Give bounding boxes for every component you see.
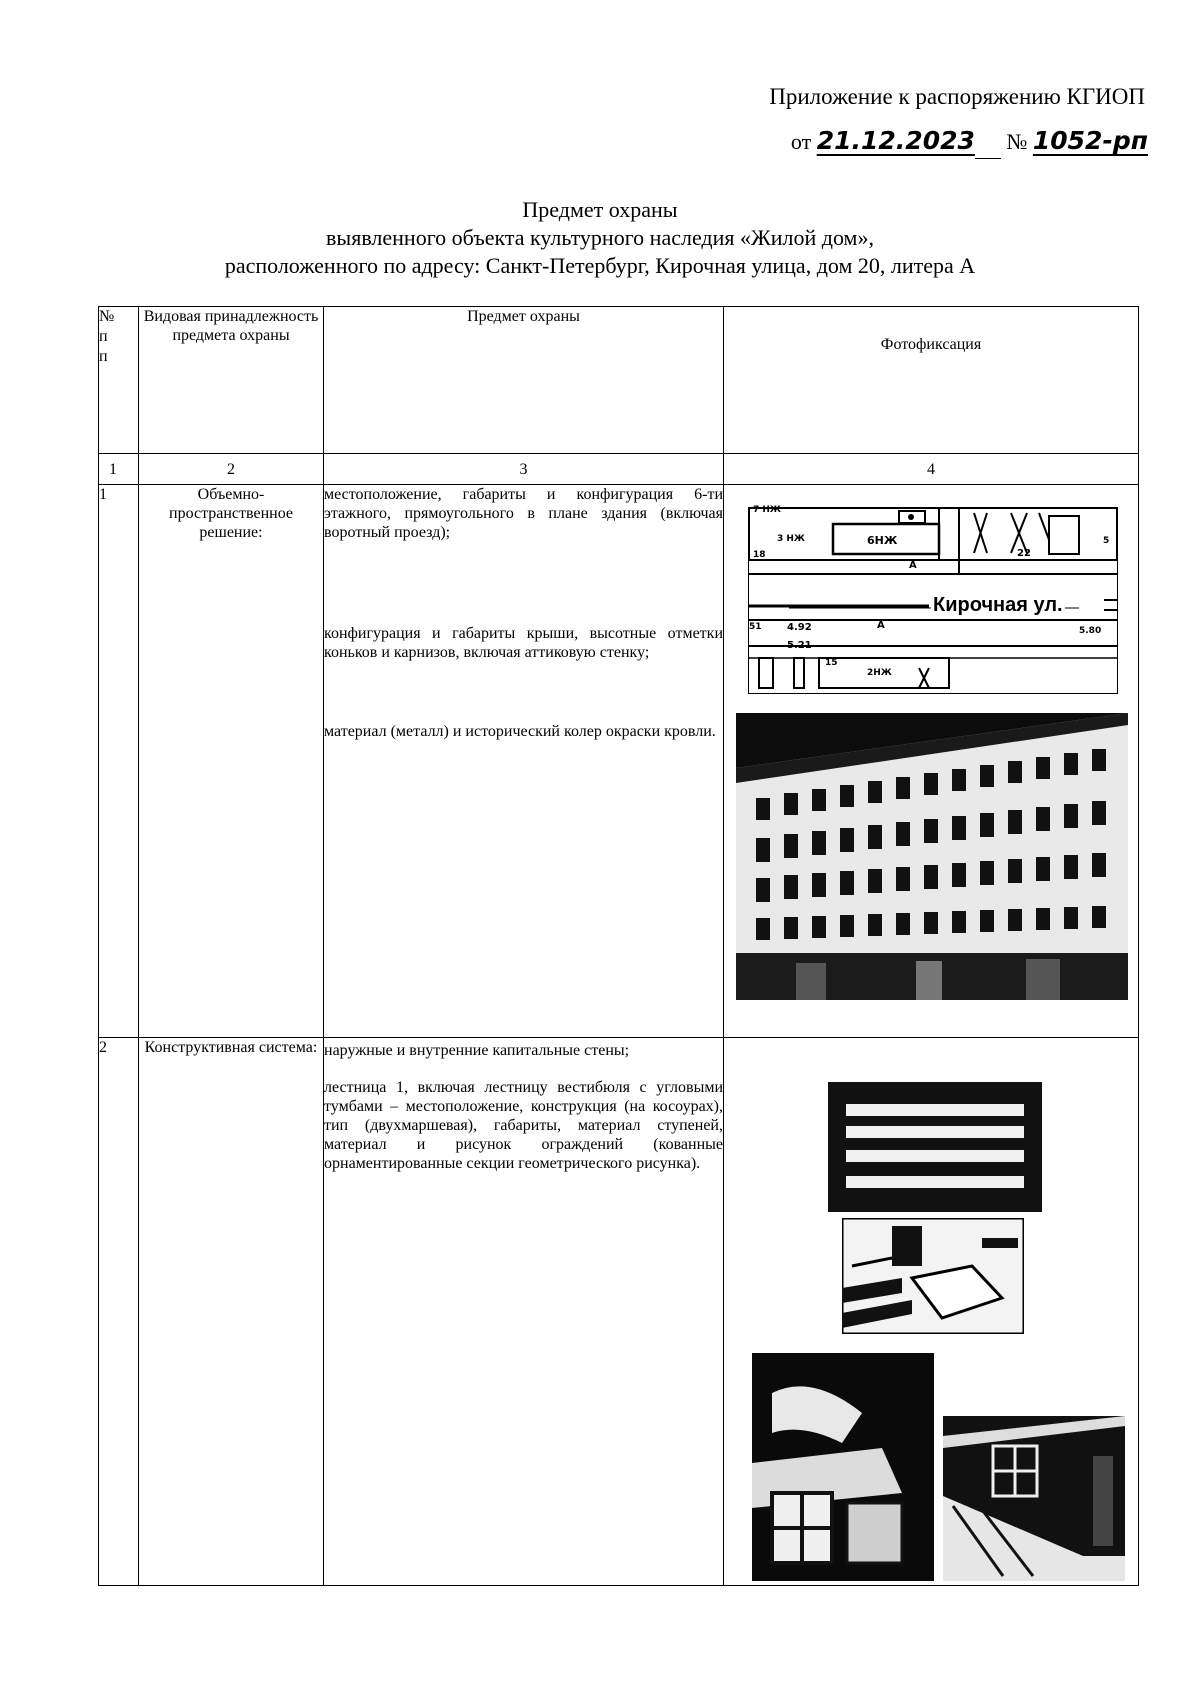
map-label: 5 xyxy=(1103,536,1110,546)
map-label: 6НЖ xyxy=(867,534,898,547)
site-plan-photo xyxy=(748,507,1118,694)
stair-railing-sketch xyxy=(752,1353,934,1581)
staircase-photo-sketch xyxy=(828,1082,1042,1212)
row-kind: Конструктивная система: xyxy=(139,1038,324,1586)
header-kind-text: Видовая принадлежность предмета охраны xyxy=(143,308,319,344)
column-number: 4 xyxy=(724,454,1139,485)
table-header-row xyxy=(99,307,1139,454)
order-prefix: от xyxy=(790,129,812,154)
map-label: 5.80 xyxy=(1079,626,1102,636)
map-label: 15 xyxy=(825,658,838,668)
map-label: 22 xyxy=(1017,548,1031,559)
column-number: 1 xyxy=(99,454,139,485)
column-number: 3 xyxy=(324,454,724,485)
protection-subject-table xyxy=(98,306,1139,1586)
stair-window-photo xyxy=(943,1416,1125,1581)
map-label: 4.92 xyxy=(787,622,812,633)
header-photo xyxy=(724,307,1139,454)
header-kind xyxy=(139,307,324,454)
table-row xyxy=(99,1038,1139,1586)
row-number: 1 xyxy=(99,485,139,1038)
stair-window-sketch xyxy=(943,1416,1125,1581)
title-line-2: выявленного объекта культурного наследия «Жилой дом», xyxy=(326,225,874,250)
header-number xyxy=(99,307,139,454)
header-number-sign: № xyxy=(99,308,115,325)
subject-paragraph: лестница 1, включая лестницу вестибюля с угловыми тумбами – местоположение, конструкция (на косоурах), тип (двухмаршевая), габариты, материал ступеней, материал и рисунок ограждений (кованные орнаментированные секции геометрического рисунка). xyxy=(324,1079,723,1172)
map-label: А xyxy=(877,620,885,631)
subject-paragraph: наружные и внутренние капитальные стены; xyxy=(324,1042,630,1059)
facade-photo-sketch xyxy=(736,713,1128,1000)
appendix-caption: Приложение к распоряжению КГИОП xyxy=(769,84,1145,109)
order-underline xyxy=(975,132,1001,159)
order-date: 21.12.2023 xyxy=(816,126,975,155)
table-row xyxy=(99,485,1139,1038)
map-label: А xyxy=(909,560,917,571)
header-subject xyxy=(324,307,724,454)
map-label: 3 НЖ xyxy=(777,534,805,544)
row-subject xyxy=(324,485,724,1038)
header-subject-text: Предмет охраны xyxy=(467,308,580,325)
map-label: 5.21 xyxy=(787,640,812,651)
staircase-photo xyxy=(828,1082,1042,1212)
map-street-label: Кирочная ул. xyxy=(933,594,1063,616)
map-label: 2НЖ xyxy=(867,668,892,678)
column-number: 2 xyxy=(139,454,324,485)
facade-photo xyxy=(736,713,1128,1000)
header-number-p2: п xyxy=(99,348,108,365)
map-label: 51 xyxy=(749,622,762,632)
order-reference xyxy=(791,126,1148,159)
subject-paragraph: местоположение, габариты и конфигурация 6-ти этажного, прямоугольного в плане здания (включая воротный проезд); xyxy=(324,486,723,541)
title-line-1: Предмет охраны xyxy=(522,197,678,222)
document-title xyxy=(0,196,1200,280)
row-kind: Объемно-пространственное решение: xyxy=(139,485,324,1038)
map-label: 18 xyxy=(753,550,766,560)
staircase-landing-photo xyxy=(842,1218,1024,1334)
subject-paragraph: материал (металл) и исторический колер окраски кровли. xyxy=(324,723,716,740)
map-label: 7 НЖ xyxy=(753,505,781,515)
row-subject xyxy=(324,1038,724,1586)
row-photos xyxy=(724,485,1139,1038)
column-number-row xyxy=(99,454,1139,485)
header-photo-text: Фотофиксация xyxy=(880,336,982,353)
subject-paragraph: конфигурация и габариты крыши, высотные отметки коньков и карнизов, включая аттиковую стенку; xyxy=(324,625,723,661)
title-line-3: расположенного по адресу: Санкт-Петербург, Кирочная улица, дом 20, литера А xyxy=(224,253,976,278)
header-number-p1: п xyxy=(99,328,108,345)
row-photos xyxy=(724,1038,1139,1586)
stair-railing-photo xyxy=(752,1353,934,1581)
order-number: 1052-рп xyxy=(1032,126,1148,155)
order-number-sign: № xyxy=(1006,129,1028,154)
row-number: 2 xyxy=(99,1038,139,1586)
staircase-landing-sketch xyxy=(842,1218,1024,1334)
